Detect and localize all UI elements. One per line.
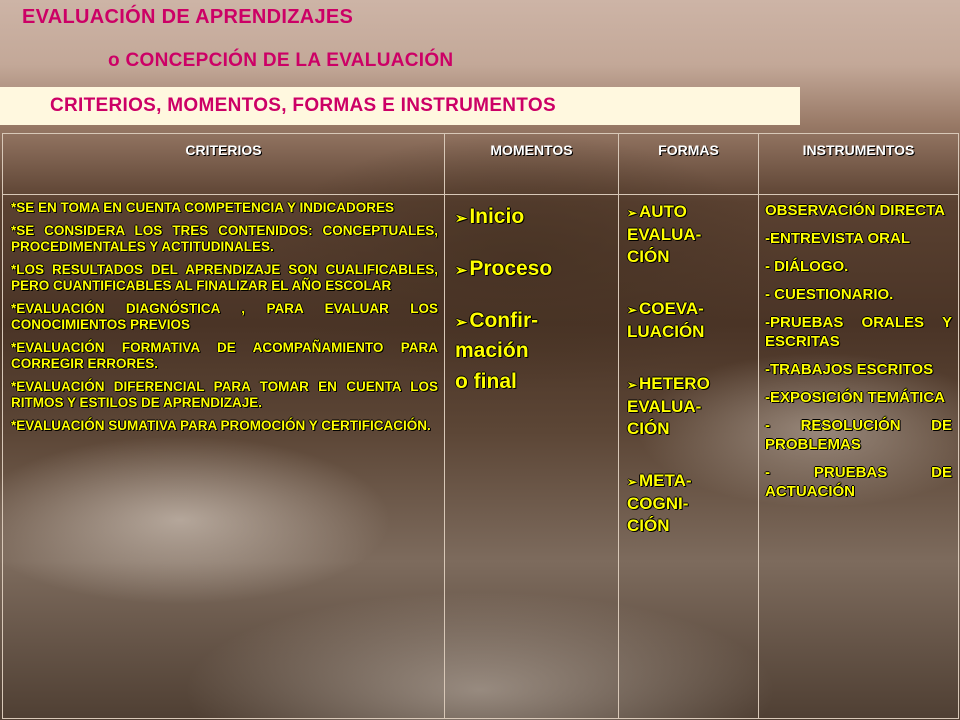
- momento-item: [455, 203, 618, 233]
- criterio-item: *LOS RESULTADOS DEL APRENDIZAJE SON CUALIFICABLES, PERO CUANTIFICABLES AL FINALIZAR EL AÑO ESCOLAR: [11, 262, 438, 293]
- arrow-bullet-icon: ➢: [627, 475, 637, 489]
- criterio-item: *SE EN TOMA EN CUENTA COMPETENCIA Y INDICADORES: [11, 200, 395, 215]
- forma-item: [627, 470, 758, 537]
- table-body-row: [3, 195, 959, 719]
- criterios-cell: [3, 195, 445, 719]
- slide-subtitle: o CONCEPCIÓN DE LA EVALUACIÓN: [108, 50, 454, 71]
- criterio-item: *EVALUACIÓN DIFERENCIAL PARA TOMAR EN CUENTA LOS RITMOS Y ESTILOS DE APRENDIZAJE.: [11, 379, 438, 410]
- arrow-bullet-icon: ➢: [627, 206, 637, 220]
- momento-item: [455, 255, 618, 285]
- header-momentos: MOMENTOS: [445, 134, 619, 195]
- forma-item: [627, 373, 758, 440]
- instrumento-item: - PRUEBAS DE ACTUACIÓN: [765, 464, 952, 500]
- header-criterios: CRITERIOS: [3, 134, 445, 195]
- arrow-bullet-icon: ➢: [455, 263, 468, 279]
- section-banner: CRITERIOS, MOMENTOS, FORMAS E INSTRUMENTOS: [0, 87, 800, 125]
- criterio-item: *SE CONSIDERA LOS TRES CONTENIDOS: CONCEPTUALES, PROCEDIMENTALES Y ACTITUDINALES.: [11, 223, 438, 254]
- momento-label: Inicio: [469, 205, 525, 228]
- momentos-cell: [445, 195, 619, 719]
- instrumento-item: - CUESTIONARIO.: [765, 286, 894, 303]
- criterio-item: *EVALUACIÓN SUMATIVA PARA PROMOCIÓN Y CERTIFICACIÓN.: [11, 418, 431, 433]
- momento-label: Proceso: [469, 257, 553, 280]
- forma-item: [627, 201, 758, 268]
- evaluation-table: [2, 133, 959, 719]
- slide-title: EVALUACIÓN DE APRENDIZAJES: [22, 6, 354, 28]
- instrumento-item: - DIÁLOGO.: [765, 258, 849, 275]
- momento-item: o final: [455, 370, 517, 393]
- forma-item: [627, 298, 758, 343]
- instrumento-item: OBSERVACIÓN DIRECTA: [765, 202, 946, 219]
- instrumento-item: -ENTREVISTA ORAL: [765, 230, 910, 247]
- arrow-bullet-icon: ➢: [627, 378, 637, 392]
- instrumento-item: - RESOLUCIÓN DE PROBLEMAS: [765, 417, 952, 453]
- header-formas: FORMAS: [619, 134, 759, 195]
- header-instrumentos: INSTRUMENTOS: [759, 134, 959, 195]
- instrumentos-cell: [759, 195, 959, 719]
- instrumento-item: -TRABAJOS ESCRITOS: [765, 361, 934, 378]
- forma-label: HETERO EVALUA- CIÓN: [627, 374, 710, 438]
- momento-item: [455, 307, 618, 364]
- criterio-item: *EVALUACIÓN DIAGNÓSTICA , PARA EVALUAR LOS CONOCIMIENTOS PREVIOS: [11, 301, 438, 332]
- forma-label: COEVA- LUACIÓN: [627, 299, 705, 341]
- arrow-bullet-icon: ➢: [455, 315, 468, 331]
- momento-label: Confir- mación: [455, 309, 539, 362]
- table-header-row: [3, 134, 959, 195]
- forma-label: META- COGNI- CIÓN: [627, 471, 692, 535]
- arrow-bullet-icon: ➢: [455, 211, 468, 227]
- arrow-bullet-icon: ➢: [627, 303, 637, 317]
- instrumento-item: -EXPOSICIÓN TEMÁTICA: [765, 389, 946, 406]
- forma-label: AUTO EVALUA- CIÓN: [627, 202, 702, 266]
- instrumento-item: -PRUEBAS ORALES Y ESCRITAS: [765, 314, 952, 350]
- criterio-item: *EVALUACIÓN FORMATIVA DE ACOMPAÑAMIENTO PARA CORREGIR ERRORES.: [11, 340, 438, 371]
- formas-cell: [619, 195, 759, 719]
